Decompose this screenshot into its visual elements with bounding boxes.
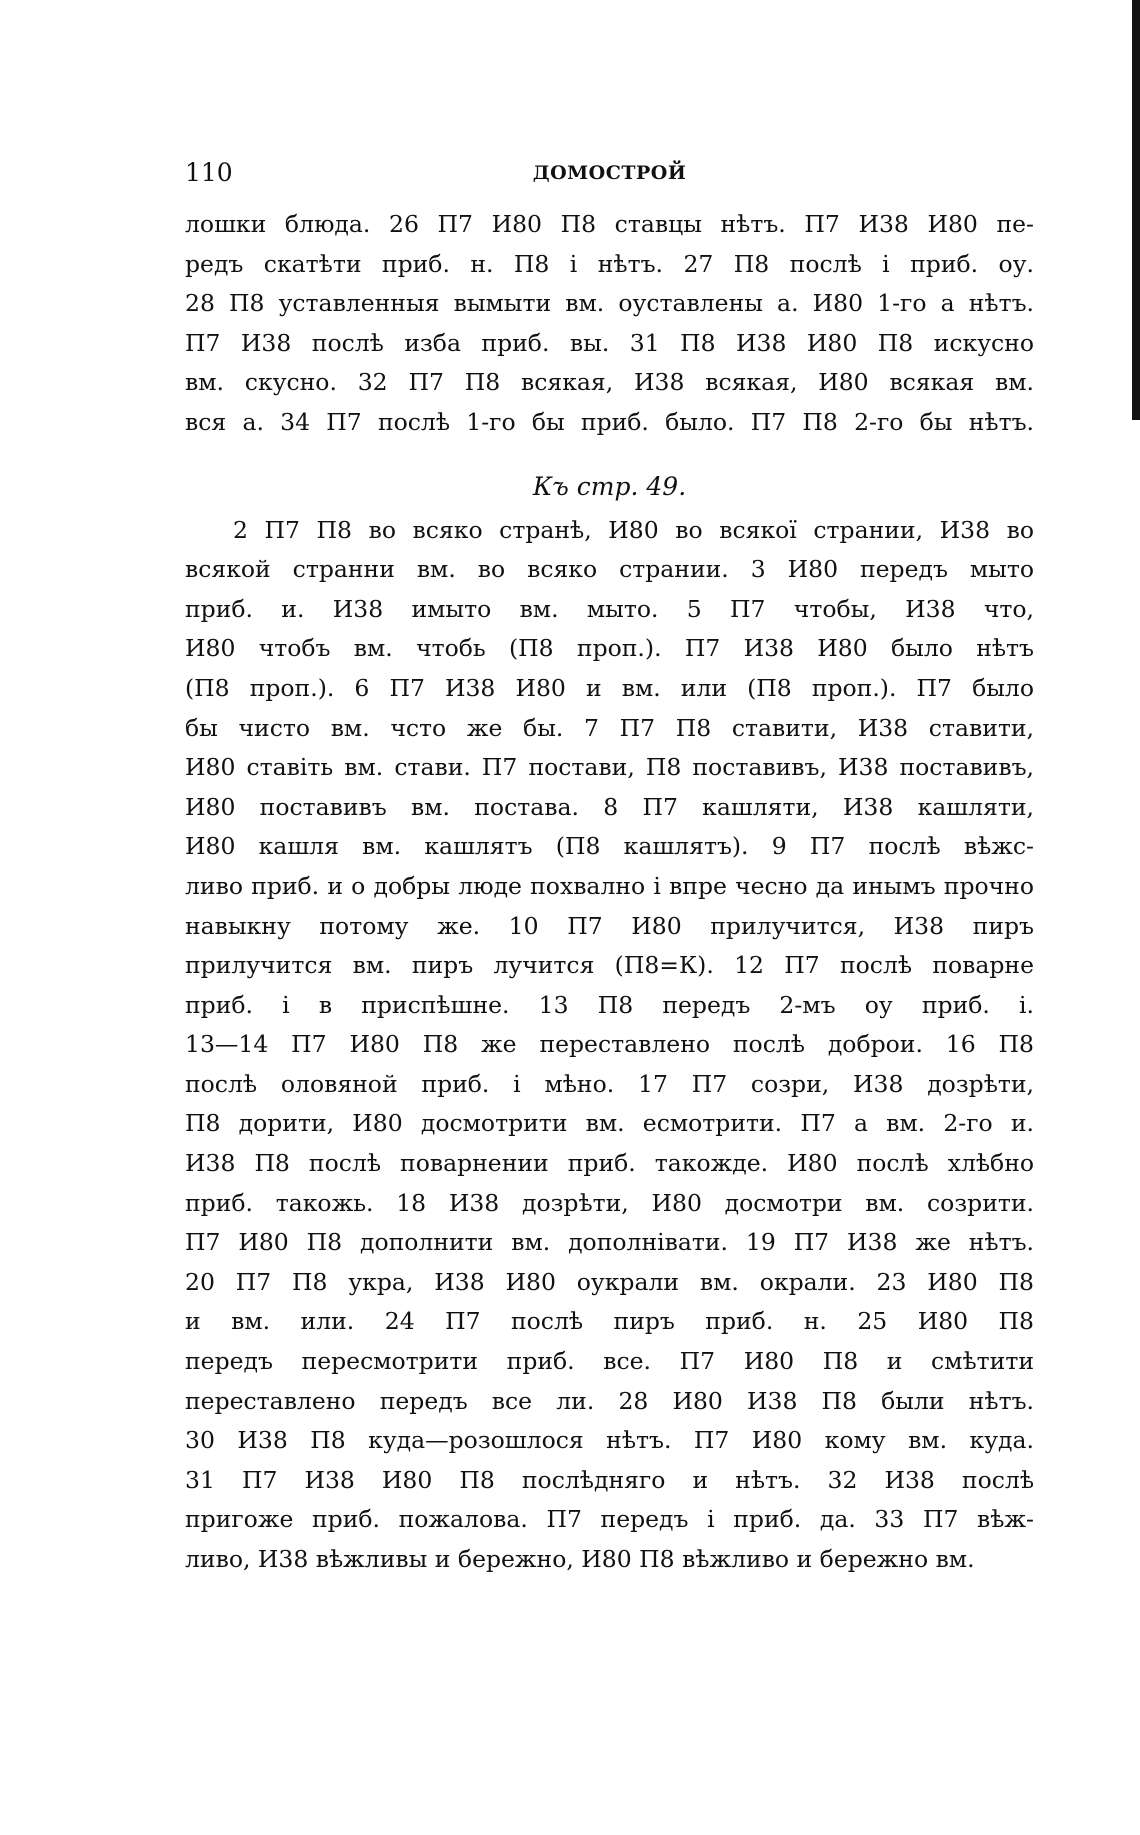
- text-line: ливо, И38 вѣжливы и бережно, И80 П8 вѣжливо и бережно вм.: [185, 1545, 975, 1573]
- running-title: ДОМОСТРОЙ: [532, 162, 687, 184]
- text-line: навыкну потому же. 10 П7 И80 прилучится, И38 пиръ: [185, 911, 1034, 940]
- text-line: П7 И38 послѣ изба приб. вы. 31 П8 И38 И80 П8 искусно: [185, 328, 1034, 357]
- text-line: приб. и. И38 имыто вм. мыто. 5 П7 чтобы, И38 что,: [185, 594, 1034, 623]
- text-line: 28 П8 уставленныя вымыти вм. оуставлены а. И80 1-го а нѣтъ.: [185, 289, 1034, 318]
- text-line: переставлено передъ все ли. 28 И80 И38 П8 были нѣтъ.: [185, 1386, 1034, 1415]
- text-line: И80 ставіть вм. стави. П7 постави, П8 поставивъ, И38 поставивъ,: [185, 753, 1034, 782]
- text-line: бы чисто вм. чсто же бы. 7 П7 П8 ставити, И38 ставити,: [185, 713, 1034, 742]
- text-line: приб. такожь. 18 И38 дозрѣти, И80 досмотри вм. созрити.: [185, 1188, 1034, 1217]
- text-line: И80 кашля вм. кашлятъ (П8 кашлятъ). 9 П7 послѣ вѣжс-: [185, 832, 1034, 861]
- text-line: лошки блюда. 26 П7 И80 П8 ставцы нѣтъ. П7 И38 И80 пе-: [185, 210, 1034, 238]
- text-line: П8 дорити, И80 досмотрити вм. есмотрити. П7 а вм. 2-го и.: [185, 1109, 1034, 1138]
- text-line: И38 П8 послѣ поварнении приб. такожде. И80 послѣ хлѣбно: [185, 1149, 1034, 1178]
- page-number: 110: [185, 158, 233, 187]
- text-line: вм. скусно. 32 П7 П8 всякая, И38 всякая, И80 всякая вм.: [185, 368, 1034, 397]
- text-line: И80 чтобъ вм. чтобь (П8 проп.). П7 И38 И80 было нѣтъ: [185, 634, 1034, 663]
- page-edge-mark: [1132, 0, 1140, 420]
- text-line: всякой странни вм. во всяко странии. 3 И80 передъ мыто: [185, 555, 1034, 584]
- text-line: 2 П7 П8 во всяко странѣ, И80 во всякої странии, И38 во: [233, 515, 1034, 544]
- text-line: 20 П7 П8 укра, И38 И80 оукрали вм. окрали. 23 И80 П8: [185, 1267, 1034, 1296]
- text-line: вся а. 34 П7 послѣ 1-го бы приб. было. П7 П8 2-го бы нѣтъ.: [185, 407, 1034, 436]
- text-line: (П8 проп.). 6 П7 И38 И80 и вм. или (П8 проп.). П7 было: [185, 673, 1034, 702]
- text-line: 31 П7 И38 И80 П8 послѣдняго и нѣтъ. 32 И38 послѣ: [185, 1465, 1034, 1494]
- text-line: прилучится вм. пиръ лучится (П8=К). 12 П7 послѣ поварне: [185, 951, 1034, 980]
- text-line: 30 И38 П8 куда—розошлося нѣтъ. П7 И80 кому вм. куда.: [185, 1426, 1034, 1455]
- text-line: передъ пересмотрити приб. все. П7 И80 П8 и смѣтити: [185, 1347, 1034, 1376]
- page-header: [185, 158, 1034, 194]
- text-line: 13—14 П7 И80 П8 же переставлено послѣ доброи. 16 П8: [185, 1030, 1034, 1059]
- section-heading: Къ стр. 49.: [532, 471, 687, 501]
- text-line: приб. і в приспѣшне. 13 П8 передъ 2-мъ оу приб. і.: [185, 990, 1034, 1019]
- body-text: [185, 205, 1034, 1580]
- text-line: пригоже приб. пожалова. П7 передъ і приб. да. 33 П7 вѣж-: [185, 1505, 1034, 1534]
- section-gap: [185, 443, 1034, 459]
- text-line: и вм. или. 24 П7 послѣ пиръ приб. н. 25 И80 П8: [185, 1307, 1034, 1336]
- text-line: послѣ оловяной приб. і мѣно. 17 П7 созри, И38 дозрѣти,: [185, 1069, 1034, 1098]
- text-line: И80 поставивъ вм. постава. 8 П7 кашляти, И38 кашляти,: [185, 792, 1034, 821]
- text-line: П7 И80 П8 дополнити вм. дополнівати. 19 П7 И38 же нѣтъ.: [185, 1228, 1034, 1257]
- text-line: ливо приб. и о добры люде похвално і впре чесно да инымъ прочно: [185, 871, 1034, 900]
- text-line: редъ скатѣти приб. н. П8 і нѣтъ. 27 П8 послѣ і приб. оу.: [185, 249, 1034, 278]
